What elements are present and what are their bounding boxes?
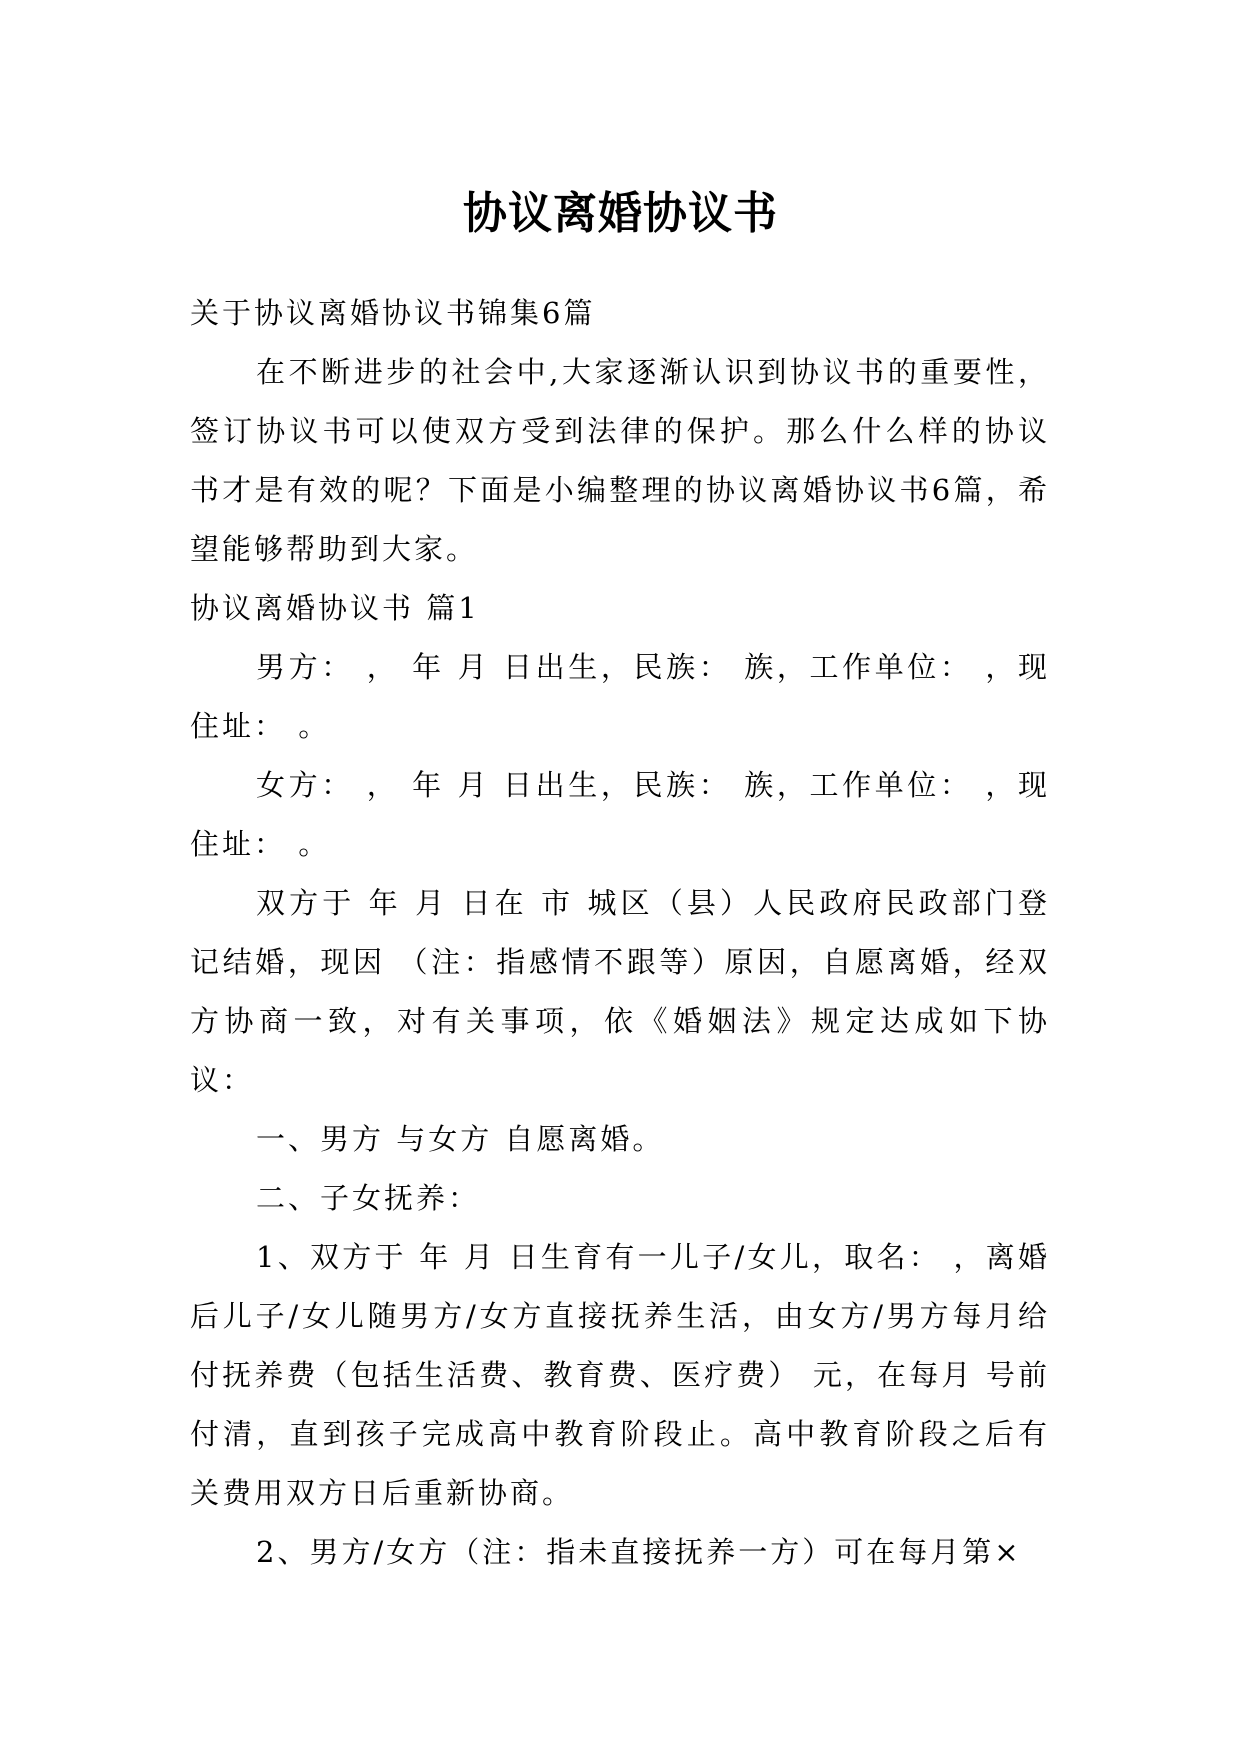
- visitation-paragraph: 2、男方/女方（注：指未直接抚养一方）可在每月第×: [256, 1535, 1022, 1569]
- marriage-registration-paragraph: 双方于 年 月 日在 市 城区（县）人民政府民政部门登记结婚，现因 （注：指感情不跟等）原因，自愿离婚，经双方协商一致，对有关事项，依《婚姻法》规定达成如下协议：: [190, 886, 1050, 1097]
- clause-2-heading: 二、子女抚养：: [256, 1181, 481, 1215]
- document-body: [190, 284, 1050, 1582]
- child-support-paragraph: 1、双方于 年 月 日生育有一儿子/女儿，取名： ，离婚后儿子/女儿随男方/女方直接抚养生活，由女方/男方每月给付抚养费（包括生活费、教育费、医疗费） 元，在每月 号前付清，直到孩子完成高中教育阶段止。高中教育阶段之后有关费用双方日后重新协商。: [190, 1240, 1050, 1510]
- section-heading: 协议离婚协议书 篇1: [190, 591, 480, 625]
- clause-1-paragraph: 一、男方 与女方 自愿离婚。: [256, 1122, 665, 1156]
- female-party-paragraph: 女方： ， 年 月 日出生，民族： 族，工作单位： ，现住址： 。: [190, 768, 1050, 861]
- male-party-paragraph: 男方： ， 年 月 日出生，民族： 族，工作单位： ，现住址： 。: [190, 650, 1050, 743]
- document-title: 协议离婚协议书: [463, 188, 778, 240]
- document-subtitle: 关于协议离婚协议书锦集6篇: [190, 296, 596, 330]
- intro-paragraph: 在不断进步的社会中,大家逐渐认识到协议书的重要性，签订协议书可以使双方受到法律的保护。那么什么样的协议书才是有效的呢？下面是小编整理的协议离婚协议书6篇，希望能够帮助到大家。: [190, 355, 1050, 566]
